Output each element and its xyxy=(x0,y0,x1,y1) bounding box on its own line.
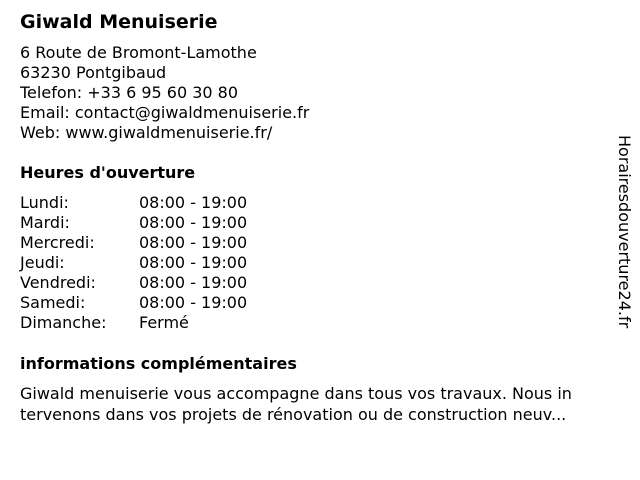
time-value: 08:00 - 19:00 xyxy=(139,193,248,212)
time-value: 08:00 - 19:00 xyxy=(139,233,248,252)
street-line: 6 Route de Bromont-Lamothe xyxy=(20,43,257,62)
time-value: 08:00 - 19:00 xyxy=(139,273,248,292)
address-block xyxy=(20,43,309,143)
day-label: Mercredi: xyxy=(20,233,95,252)
hours-table xyxy=(20,193,320,333)
site-watermark: Horairesdouverture24.fr xyxy=(615,135,634,329)
hours-row-monday xyxy=(20,193,320,213)
hours-row-saturday xyxy=(20,293,320,313)
day-label: Mardi: xyxy=(20,213,70,232)
hours-row-sunday xyxy=(20,313,320,333)
day-label: Jeudi: xyxy=(20,253,65,272)
info-description xyxy=(20,383,572,425)
day-label: Vendredi: xyxy=(20,273,96,292)
business-name: Giwald Menuiserie xyxy=(20,11,218,33)
day-label: Lundi: xyxy=(20,193,69,212)
day-label: Samedi: xyxy=(20,293,86,312)
hours-row-thursday xyxy=(20,253,320,273)
time-value: 08:00 - 19:00 xyxy=(139,293,248,312)
time-value: 08:00 - 19:00 xyxy=(139,213,248,232)
hours-row-tuesday xyxy=(20,213,320,233)
info-heading: informations complémentaires xyxy=(20,354,297,373)
phone-line: Telefon: +33 6 95 60 30 80 xyxy=(20,83,239,102)
time-value: 08:00 - 19:00 xyxy=(139,253,248,272)
hours-row-friday xyxy=(20,273,320,293)
day-label: Dimanche: xyxy=(20,313,107,332)
hours-row-wednesday xyxy=(20,233,320,253)
email-line: Email: contact@giwaldmenuiserie.fr xyxy=(20,103,310,122)
postal-city-line: 63230 Pontgibaud xyxy=(20,63,167,82)
info-line: Giwald menuiserie vous accompagne dans tous vos travaux. Nous in xyxy=(20,384,572,403)
time-value: Fermé xyxy=(139,313,189,332)
hours-heading: Heures d'ouverture xyxy=(20,163,196,182)
info-line: tervenons dans vos projets de rénovation ou de construction neuv... xyxy=(20,405,567,424)
web-line: Web: www.giwaldmenuiserie.fr/ xyxy=(20,123,273,142)
